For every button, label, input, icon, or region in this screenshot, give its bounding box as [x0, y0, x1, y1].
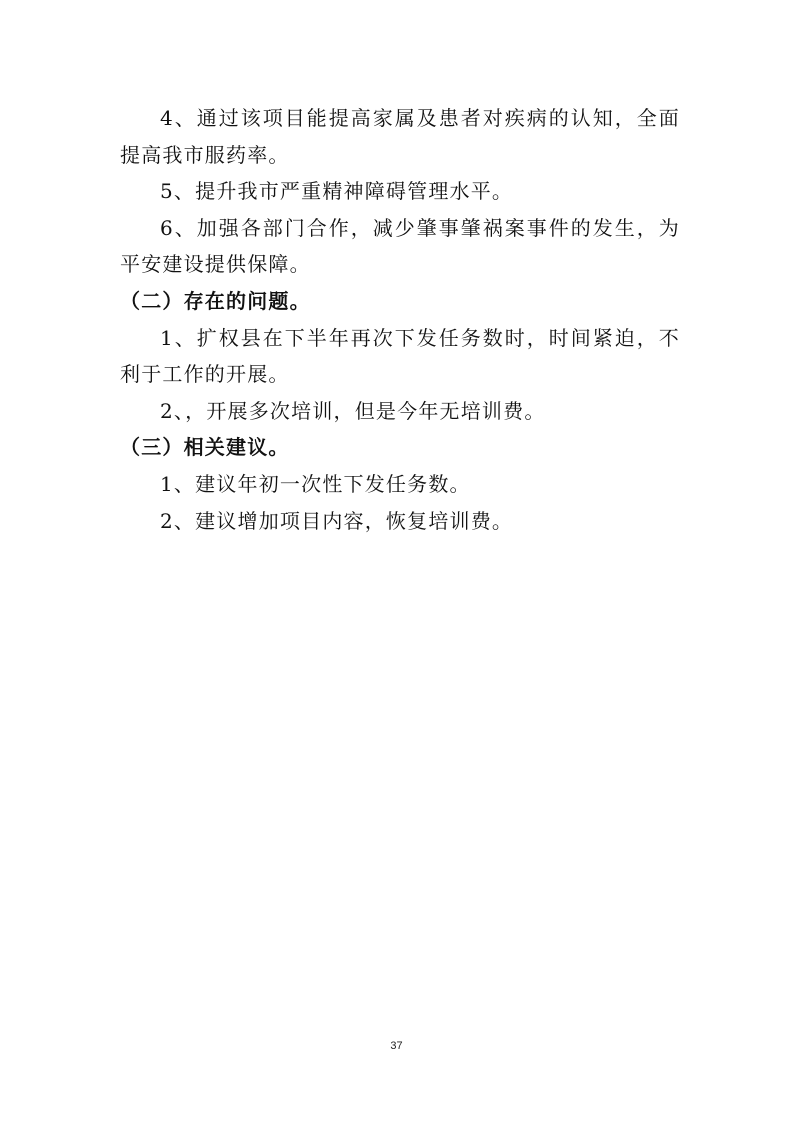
problem-item-2: 2、，开展多次培训，但是今年无培训费。 — [160, 398, 546, 423]
paragraph-item-5: 5、提升我市严重精神障碍管理水平。 — [160, 179, 514, 204]
page-number: 37 — [390, 1040, 403, 1052]
problem-item-1: 1、扩权县在下半年再次下发任务数时，时间紧迫，不利于工作的开展。 — [120, 325, 680, 387]
section-heading-suggestions: （三）相关建议。 — [120, 435, 290, 460]
suggestion-item-2: 2、建议增加项目内容，恢复培训费。 — [160, 508, 514, 533]
paragraph-item-6: 6、加强各部门合作，减少肇事肇祸案事件的发生，为平安建设提供保障。 — [120, 215, 680, 277]
suggestion-item-1: 1、建议年初一次性下发任务数。 — [160, 471, 471, 496]
paragraph-item-4: 4、通过该项目能提高家属及患者对疾病的认知，全面提高我市服药率。 — [120, 106, 680, 167]
section-heading-problems: （二）存在的问题。 — [120, 288, 311, 313]
document-body — [120, 100, 680, 539]
